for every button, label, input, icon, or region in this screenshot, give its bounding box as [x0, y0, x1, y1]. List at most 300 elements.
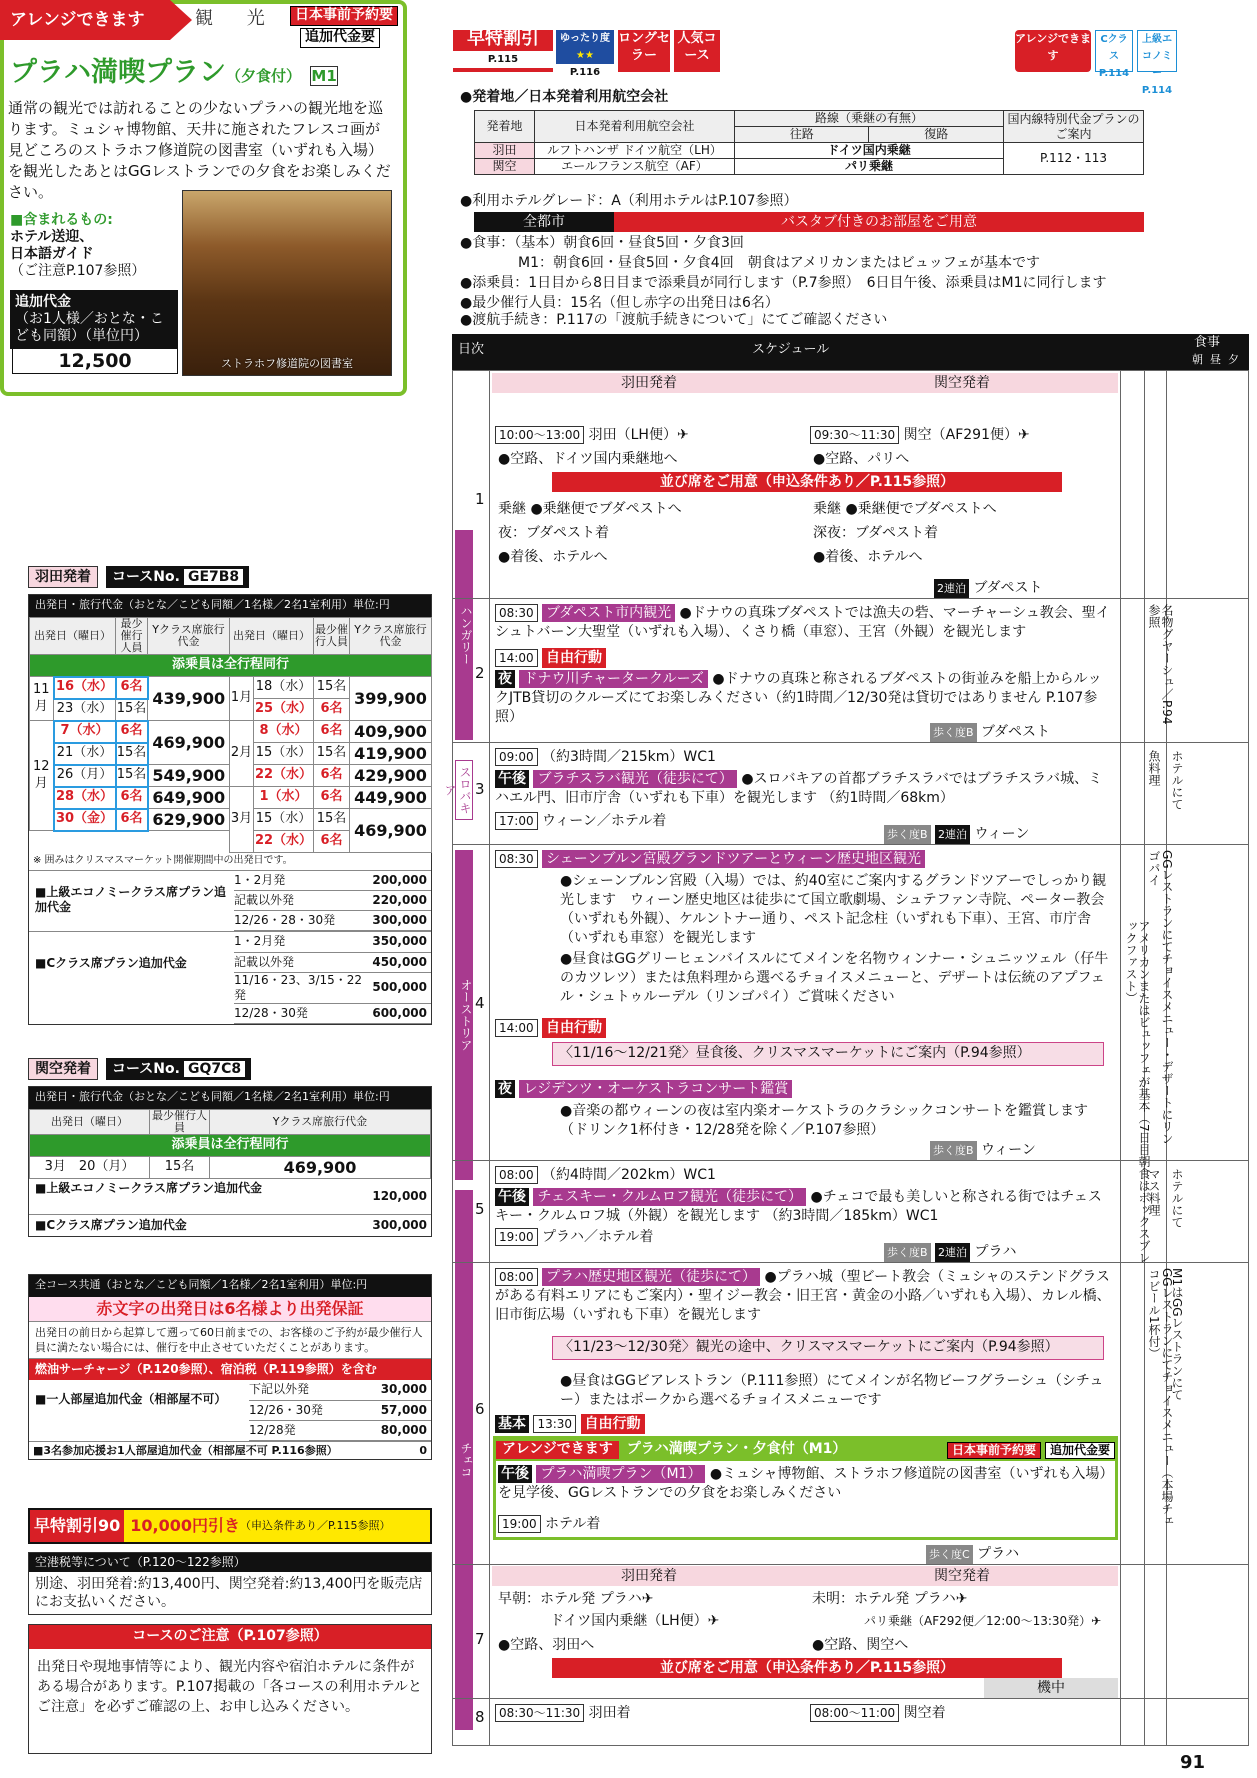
bus: （約3時間／185km）WC1	[764, 1208, 939, 1224]
stay-city: ブダペスト	[973, 580, 1043, 596]
date-cell: 18（水）	[254, 677, 314, 699]
common-caption: 全コース共通（おとな／こども同額／1名様／2名1室利用）単位:円	[29, 1275, 431, 1297]
price-cell: 399,900	[350, 677, 432, 721]
fee-val: 450,000	[372, 952, 431, 972]
activity: チェスキー・クルムロフ観光（徒歩にて）	[533, 1188, 806, 1206]
min-cell: 6名	[116, 809, 148, 831]
day-3: 3	[475, 780, 485, 798]
fee-key: 12/26・28・30発	[234, 911, 359, 931]
optional-tour-box	[0, 0, 407, 396]
kansai-table	[29, 1109, 431, 1179]
th-date-2: 出発日（曜日）	[230, 618, 314, 655]
d5-l2	[495, 1188, 1115, 1226]
d7-l1: 早朝：ホテル発 プラハ✈	[498, 1591, 654, 1607]
d1-l3: 乗継 ●乗継便でブダペストへ	[498, 501, 682, 517]
free-time: 自由行動	[542, 1018, 606, 1038]
d3-l1	[495, 748, 716, 767]
early-badge-text: 早特割引	[467, 28, 539, 49]
min-cell: 6名	[314, 787, 350, 809]
plan-title-text: プラハ満喫プラン	[10, 57, 226, 88]
date-cell: 15（水）	[254, 743, 314, 765]
early-label: 早特割引90	[30, 1510, 124, 1542]
afternoon: 午後	[495, 1188, 529, 1206]
c-badge	[1095, 30, 1133, 79]
kansai-date	[30, 1157, 150, 1179]
included-title: ■含まれるもの:	[10, 212, 113, 228]
d5-meal: マス料理	[1147, 1168, 1161, 1216]
d1-stay	[934, 578, 1042, 598]
day-separator	[452, 742, 1249, 743]
detail: プラハ／ホテル着	[542, 1229, 654, 1245]
th-price: Yクラス席旅行代金	[148, 618, 230, 655]
d6-l2	[495, 1414, 645, 1434]
th-schedule: スケジュール	[752, 342, 830, 357]
escort-info: ●添乗員：1日目から8日目まで添乗員が同行します（P.7参照） 6日目午後、添乗員はM1に同行します	[460, 275, 1107, 291]
d4-l3	[495, 1080, 1115, 1099]
price-cell: 649,900	[148, 787, 230, 809]
basic-tag: 基本	[495, 1415, 529, 1433]
d3-meal: 魚料理	[1147, 750, 1161, 786]
night: 夜	[495, 1080, 515, 1098]
grade-row	[474, 212, 1144, 232]
d1-l4: 夜：ブダペスト着	[498, 525, 610, 541]
route-af: パリ乗継	[735, 159, 1004, 175]
fee-val: 300,000	[359, 911, 431, 931]
three-fee	[29, 1442, 431, 1460]
arrange-badge: アレンジできます	[1015, 30, 1091, 72]
arrive: 関空着	[903, 1705, 946, 1721]
d7-r1: 未明：ホテル発 プラハ✈	[812, 1591, 968, 1607]
time: 09:30〜11:30	[810, 426, 899, 444]
d7-seat: 並び席をご用意（申込条件あり／P.115参照）	[552, 1658, 1062, 1678]
fee-key: 下記以外発	[249, 1380, 357, 1400]
price-cell: 469,900	[148, 721, 230, 765]
grid-line	[1120, 370, 1121, 1746]
day-4: 4	[475, 994, 485, 1012]
month: 3月	[44, 1159, 66, 1175]
three-label: ■3名参加応援お1人部屋追加代金（相部屋不可 P.116参照）	[33, 1443, 338, 1457]
free-time: 自由行動	[581, 1414, 645, 1434]
time: 08:00	[495, 1268, 538, 1286]
stay-tag: 2連泊	[935, 825, 970, 845]
d7-r2: パリ乗継（AF292便／12:00〜13:30発）✈	[864, 1614, 1102, 1628]
d1-l2: ●空路、ドイツ国内乗継地へ	[498, 451, 678, 467]
time: 14:00	[495, 1019, 538, 1037]
min-cell: 15名	[116, 765, 148, 787]
day-5: 5	[475, 1200, 485, 1218]
d4-stay	[930, 1140, 1036, 1160]
min-cell: 6名	[314, 765, 350, 787]
included-items	[10, 212, 190, 280]
page-number: 91	[1180, 1752, 1206, 1773]
fee-key: 記載以外発	[234, 952, 372, 972]
day-separator	[452, 844, 1249, 845]
upper-title: ■上級エコノミークラス席プラン追加代金	[35, 884, 226, 914]
date-cell: 22（水）	[254, 831, 314, 853]
airline-title: ●発着地／日本発着利用航空会社	[460, 89, 669, 105]
plan-code: M1	[311, 67, 337, 85]
add-fee-price: 12,500	[12, 348, 178, 374]
day-7: 7	[475, 1630, 485, 1648]
d8-r	[810, 1704, 946, 1723]
min-cell: 6名	[314, 721, 350, 743]
min-cell: 15名	[314, 677, 350, 699]
upper-page: P.114	[1141, 85, 1173, 96]
d7-l2: ドイツ国内乗継（LH便）✈	[550, 1613, 720, 1629]
d4-l1	[495, 850, 1115, 869]
grade-bath: バスタブ付きのお部屋をご用意	[614, 212, 1144, 232]
time: 10:00〜13:00	[495, 426, 584, 444]
course-label: コースNo.	[112, 569, 180, 585]
c-text: Cクラス	[1100, 34, 1128, 62]
d6-arrange-box	[493, 1436, 1118, 1540]
afternoon: 午後	[495, 770, 529, 788]
haneda-tag: 羽田発着	[28, 566, 98, 588]
early-amount: 10,000円引き	[130, 1516, 241, 1535]
dom-page: P.112・113	[1004, 143, 1144, 175]
min-cell: 15名	[116, 743, 148, 765]
stay-city: ウィーン	[981, 1142, 1036, 1158]
fuel-note: 燃油サーチャージ（P.120参照）、宿泊税（P.119参照）を含む	[29, 1359, 431, 1380]
from-haneda: 羽田	[475, 143, 535, 159]
yuttari-badge: ゆったり度 ★★ P.116	[556, 30, 614, 72]
add-fee-box	[10, 290, 178, 349]
day-1: 1	[475, 490, 485, 508]
date-cell: 23（水）	[54, 699, 116, 721]
common-block	[28, 1274, 432, 1460]
add-fee-title: 追加代金	[15, 294, 71, 310]
stay-city: プラハ	[977, 1546, 1020, 1562]
date-cell: 26（月）	[54, 765, 116, 787]
day-separator	[452, 1698, 1249, 1699]
air-lh: ルフトハンザ ドイツ航空（LH）	[535, 143, 735, 159]
early-badge	[453, 30, 553, 72]
min-cell: 15名	[314, 743, 350, 765]
upper-text: 上級エコノミー	[1142, 34, 1172, 79]
yuttari-page: P.116	[556, 64, 614, 81]
c-fee	[29, 932, 431, 1024]
fee-val: 500,000	[372, 972, 431, 1003]
d1-r2: ●空路、パリへ	[813, 451, 910, 467]
airline-table	[474, 110, 1144, 175]
tour-kind: 観 光	[195, 8, 279, 29]
month-feb: 2月	[230, 721, 254, 787]
d7-inflight: 機中	[984, 1678, 1118, 1698]
kansai-tag: 関空発着	[28, 1058, 98, 1080]
walk-tag: 歩く度C	[926, 1545, 973, 1565]
th-dinner: 夕	[1228, 353, 1239, 366]
d6-arrange-l2	[498, 1515, 600, 1534]
stay-city: プラハ	[974, 1244, 1017, 1260]
early-badge-page: P.115	[453, 51, 553, 68]
d4-concert: ●音楽の都ウィーンの夜は室内楽オーケストラのクラシックコンサートを鑑賞します（ドリンク1杯付き・12/28発を除く／P.107参照）	[560, 1103, 1088, 1138]
grade-city: 全都市	[474, 212, 614, 232]
fee-tag: 追加代金要	[300, 28, 380, 48]
stay-city: ウィーン	[974, 826, 1030, 842]
time: 19:00	[495, 1228, 538, 1246]
d2-l2	[495, 648, 606, 668]
date-cell: 28（水）	[54, 787, 116, 809]
d1-l5: ●着後、ホテルへ	[498, 549, 608, 565]
th-price: Yクラス席旅行代金	[210, 1110, 431, 1135]
th-dom: 国内線特別代金プランのご案内	[1004, 111, 1144, 143]
free-time: 自由行動	[542, 648, 606, 668]
region-hungary: ハンガリー	[455, 530, 473, 740]
d1-r4: 深夜：ブダペスト着	[813, 525, 939, 541]
fee-val: 600,000	[372, 1003, 431, 1023]
d4-meal: GGレストランにてチョイスメニュー・デザートにリンゴパイ	[1147, 850, 1174, 1145]
kansai-course	[106, 1058, 251, 1080]
d6-arrange-l1	[498, 1465, 1113, 1503]
month-jan: 1月	[230, 677, 254, 721]
time: 13:30	[533, 1415, 576, 1433]
kansai-price-table	[28, 1086, 432, 1237]
bus: （約4時間／202km）WC1	[542, 1167, 716, 1183]
upper-badge	[1137, 30, 1177, 96]
d3-stay	[884, 824, 1029, 844]
time: 17:00	[495, 812, 538, 830]
d7-r3: ●空路、関空へ	[812, 1637, 909, 1653]
price-cell: 469,900	[210, 1157, 431, 1179]
meal-info-2: M1：朝食6回・昼食5回・夕食4回 朝食はアメリカンまたはビュッフェが基本です	[518, 255, 1041, 271]
month-nov: 11月	[30, 677, 54, 721]
fee-key: 12/28・30発	[234, 1003, 372, 1023]
kansai-code-bar	[28, 1058, 251, 1080]
early-discount	[28, 1508, 432, 1544]
d6-xmas: 〈11/23〜12/30発〉観光の途中、クリスマスマーケットにご案内（P.94参照）	[552, 1336, 1104, 1360]
grid-line	[489, 370, 490, 1746]
walk-tag: 歩く度B	[884, 825, 931, 845]
th-breakfast: 朝	[1192, 353, 1203, 366]
haneda-table	[29, 617, 432, 853]
time: 14:00	[495, 649, 538, 667]
arrange-tag: アレンジできます	[496, 1441, 619, 1459]
d1-r1	[810, 426, 1030, 445]
th-air: 日本発着利用航空会社	[535, 111, 735, 143]
included-1: ホテル送迎、	[10, 229, 94, 245]
from-kansai: 関空	[475, 159, 535, 175]
arrange-reserve: 日本事前予約要	[947, 1442, 1041, 1459]
time: 08:00	[495, 1166, 538, 1184]
yuttari-text: ゆったり度	[560, 33, 610, 44]
plan-title	[10, 56, 338, 90]
time: 08:30	[495, 604, 538, 622]
region-czech: チェコ	[455, 1190, 473, 1730]
cancel-note: 出発日の前日から起算して遡って60日前までの、お客様のご予約が最少催行人員に満たない場合には、催行を中止させていただくことがあります。	[29, 1322, 431, 1359]
d3-meal-2: ホテルにて	[1170, 750, 1184, 810]
fee-key: 記載以外発	[234, 891, 359, 911]
price-cell: 629,900	[148, 809, 230, 831]
library-photo	[182, 190, 392, 376]
photo-caption: ストラホフ修道院の図書室	[221, 357, 353, 371]
min-info: ●最少催行人員：15名（但し赤字の出発日は6名）	[460, 295, 779, 311]
d5-stay	[884, 1242, 1016, 1262]
d1-seat: 並び席をご用意（申込条件あり／P.115参照）	[552, 472, 1062, 492]
arrange-fee: 追加代金要	[1045, 1442, 1115, 1459]
th-day: 日次	[458, 342, 485, 357]
hotel-grade: ●利用ホテルグレード：A（利用ホテルはP.107参照）	[460, 193, 798, 209]
min-cell: 15名	[116, 699, 148, 721]
day-2: 2	[475, 664, 485, 682]
fee-key: 12/26・30発	[249, 1400, 357, 1420]
price-cell: 449,900	[350, 787, 432, 809]
plan-description: 通常の観光では訪れることの少ないプラハの観光地を巡ります。ミュシャ博物館、天井に施されたフレスコ画が見どころのストラホフ修道院の図書室（いずれも入場）を観光したあとはGGレストランでの夕食をお楽しみください。	[8, 99, 391, 201]
d2-stay	[930, 722, 1050, 742]
min-cell: 6名	[314, 831, 350, 853]
proc-info: ●渡航手続き：P.117の「渡航手続きについて」にてご確認ください	[460, 312, 888, 328]
arrange-header: アレンジできます	[0, 0, 170, 40]
stay-tag: 2連泊	[934, 579, 969, 599]
c-page: P.114	[1098, 68, 1130, 79]
d2-meal: 名物グヤーシュ／P.94参照	[1147, 604, 1174, 725]
detail: ●チェコで最も美しいと称される街ではチェスキー・クルムロフ城（外観）を観光します	[495, 1189, 1102, 1224]
th-price-2: Yクラス席旅行代金	[350, 618, 432, 655]
tax-text: 別途、羽田発着:約13,400円、関空発着:約13,400円を販売店にお支払いください。	[35, 1576, 423, 1610]
d7-l3: ●空路、羽田へ	[498, 1637, 595, 1653]
activity: ドナウ川チャータークルーズ	[519, 670, 707, 688]
arrange-title: プラハ満喫プラン・夕食付（M1）	[626, 1441, 847, 1458]
th-lunch: 昼	[1210, 353, 1221, 366]
tax-title: 空港税等について（P.120〜122参照）	[29, 1553, 431, 1572]
d4-xmas: 〈11/16〜12/21発〉昼食後、クリスマスマーケットにご案内（P.94参照）	[552, 1042, 1104, 1066]
detail: ●ドナウの真珠ブダペストでは漁夫の砦、マーチャーシュ教会、聖イシュトバーン大聖堂（いずれも入場）、くさり橋（車窓）、王宮（外観）を観光します	[495, 605, 1110, 640]
reserve-tag: 日本事前予約要	[290, 6, 398, 26]
th-date: 出発日（曜日）	[30, 618, 116, 655]
stay-city: ブダペスト	[981, 724, 1051, 740]
th-meals: 食事	[1194, 335, 1221, 350]
d5-meal-2: ホテルにて	[1170, 1168, 1184, 1228]
kansai-upper	[29, 1179, 431, 1215]
date-cell: 8（水）	[254, 721, 314, 743]
day-separator	[452, 1160, 1249, 1161]
flight: 関空（AF291便）✈	[903, 427, 1030, 443]
activity: シェーンブルン宮殿グランドツアーとウィーン歴史地区観光	[542, 850, 925, 868]
d4-l2	[495, 1018, 606, 1038]
date-cell: 22（水）	[254, 765, 314, 787]
walk-tag: 歩く度B	[884, 1243, 931, 1263]
single-fee	[29, 1380, 431, 1442]
flight: 羽田（LH便）✈	[588, 427, 689, 443]
price-cell: 429,900	[350, 765, 432, 787]
day-8: 8	[475, 1708, 485, 1726]
c-title: ■Cクラス席プラン追加代金	[35, 956, 187, 970]
month-mar: 3月	[230, 787, 254, 853]
date-cell: 25（水）	[254, 699, 314, 721]
fee-val: 200,000	[359, 871, 431, 891]
notice-title: コースのご注意（P.107参照）	[29, 1625, 431, 1649]
d8-l	[495, 1704, 631, 1723]
night: 夜	[495, 670, 515, 688]
date-cell: 30（金）	[54, 809, 116, 831]
d1-haneda-head: 羽田発着	[492, 373, 806, 393]
popular-badge: 人気コース	[674, 30, 720, 72]
time: 08:30	[495, 850, 538, 868]
activity: ブラチスラバ観光（徒歩にて）	[533, 770, 736, 788]
fee-val: 30,000	[357, 1380, 431, 1400]
afternoon: 午後	[498, 1465, 532, 1483]
min-cell: 15名	[314, 809, 350, 831]
th-out: 往路	[735, 127, 869, 143]
d7-haneda-head: 羽田発着	[492, 1566, 806, 1586]
detail: ●ドナウの真珠と称されるブダペストの街並みを船上からルックJTB貸切のクルーズにてお楽しみください（約1時間／12/30発は貸切ではありません P.107参照）	[495, 671, 1102, 725]
c-table	[234, 932, 431, 1024]
price-cell: 419,900	[350, 743, 432, 765]
schedule-header	[452, 334, 1249, 370]
d5-l1	[495, 1166, 716, 1185]
th-ret: 復路	[869, 127, 1004, 143]
walk-tag: 歩く度B	[930, 1141, 977, 1161]
region-austria: オーストリア	[455, 850, 473, 1180]
time: 19:00	[498, 1515, 541, 1533]
activity: ブダペスト市内観光	[542, 604, 675, 622]
plan-title-sub: （夕食付）	[226, 67, 302, 85]
kansai-c	[29, 1215, 431, 1236]
d6-meal: GGレストランにてチョイスメニュー（本場チェコビール1杯付）	[1147, 1268, 1174, 1527]
time: 08:00〜11:00	[810, 1704, 899, 1722]
min-cell: 6名	[116, 787, 148, 809]
activity: プラハ満喫プラン（M1）	[536, 1465, 705, 1483]
date: 20（月）	[78, 1159, 135, 1175]
d6-meal-2: M1はGGレストランにて	[1170, 1268, 1184, 1401]
detail: ●スロバキアの首都ブラチスラバではブラチスラバ城、ミハエル門、旧市庁舎（いずれも下車）を観光します	[495, 771, 1103, 806]
activity: レジデンツ・オーケストラコンサート鑑賞	[519, 1080, 792, 1098]
d6-lunch: ●昼食はGGビアレストラン（P.111参照）にてメインが名物ビーフグラーシュ（シチュー）またはポークから選べるチョイスメニューです	[560, 1373, 1104, 1408]
early-note: （申込条件あり／P.115参照）	[240, 1519, 391, 1533]
price-cell: 469,900	[350, 809, 432, 853]
course-notice	[28, 1624, 432, 1754]
detail: ウィーン／ホテル着	[542, 813, 667, 829]
price-cell: 439,900	[148, 677, 230, 721]
route-lh: ドイツ国内乗継	[735, 143, 1004, 159]
fee-val: 220,000	[359, 891, 431, 911]
fee-val: 57,000	[357, 1400, 431, 1420]
min-cell: 6名	[116, 721, 148, 743]
th-min: 最少催行人員	[150, 1110, 210, 1135]
d1-r5: ●着後、ホテルへ	[813, 549, 923, 565]
walk-tag: 歩く度B	[930, 723, 977, 743]
day-separator	[452, 598, 1249, 599]
fee-key: 1・2月発	[234, 871, 359, 891]
min-cell: 6名	[314, 699, 350, 721]
c-val: 300,000	[372, 1218, 427, 1232]
detail: ●プラハ城（聖ビート教会（ミュシャのステンドグラスがある有料エリアにもご案内）・聖イジー教会・旧王宮・黄金の小路／いずれも入場）、カレル橋、旧市街広場（いずれも下車）を観光します	[495, 1269, 1111, 1323]
region-slovakia: スロバキア	[455, 760, 473, 820]
bus: （約1時間／68km）	[821, 790, 954, 806]
d2-l1	[495, 604, 1115, 642]
haneda-caption: 出発日・旅行代金（おとな／こども同額／1名様／2名1室利用）単位:円	[29, 595, 431, 617]
d3-l3	[495, 812, 666, 831]
d7-kansai-head: 関空発着	[806, 1566, 1118, 1586]
meal-info: ●食事：（基本）朝食6回・昼食5回・夕食3回	[460, 235, 744, 251]
three-val: 0	[419, 1443, 427, 1457]
longseller-badge: ロングセラー	[618, 30, 670, 72]
price-cell: 549,900	[148, 765, 230, 787]
date-cell: 7（水）	[54, 721, 116, 743]
d1-r3: 乗継 ●乗継便でブダペストへ	[813, 501, 997, 517]
time: 09:00	[495, 748, 538, 766]
fee-val: 350,000	[372, 932, 431, 952]
date-cell: 15（水）	[254, 809, 314, 831]
th-min-2: 最少催行人員	[314, 618, 350, 655]
airport-tax	[28, 1552, 432, 1615]
d6-stay	[926, 1544, 1019, 1564]
course-label: コースNo.	[112, 1061, 180, 1077]
course-number: GE7B8	[184, 569, 243, 585]
course-number: GQ7C8	[184, 1061, 245, 1077]
escort-row: 添乗員は全行程同行	[30, 655, 432, 677]
fee-key: 12/28発	[249, 1420, 357, 1440]
c-label: ■Cクラス席プラン追加代金	[35, 1218, 187, 1232]
